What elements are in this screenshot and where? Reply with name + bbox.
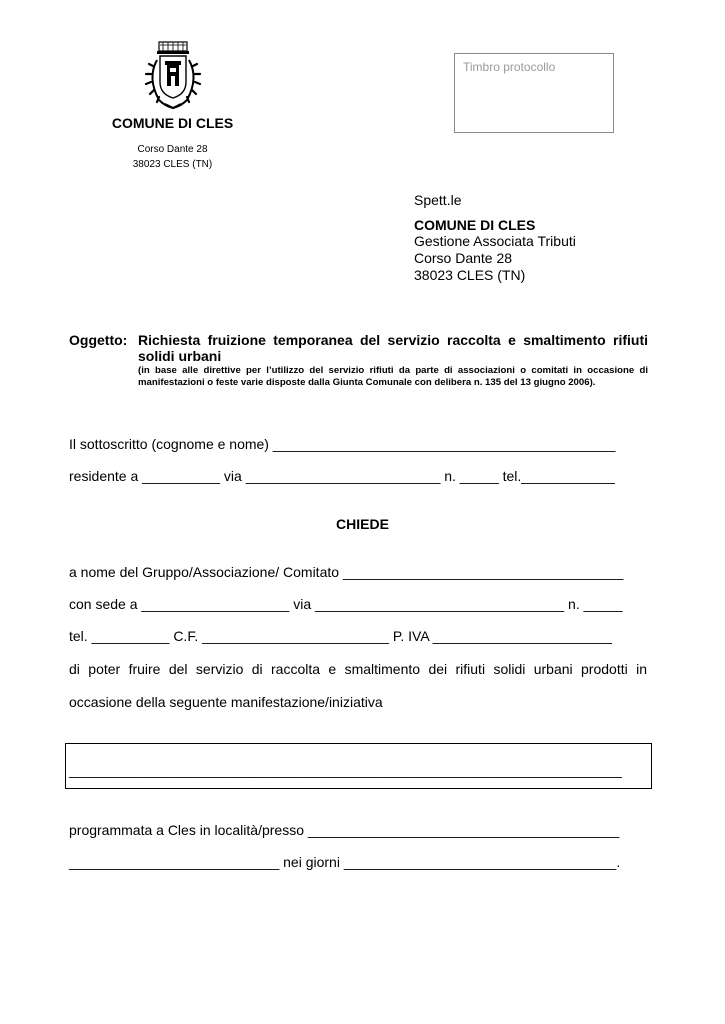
field-programmata[interactable]: programmata a Cles in località/presso ________________________________________	[69, 822, 620, 838]
recipient-line3: 38023 CLES (TN)	[414, 267, 526, 283]
municipal-crest-icon	[143, 40, 203, 112]
issuer-address-line1: Corso Dante 28	[137, 144, 208, 155]
recipient-line2: Corso Dante 28	[414, 250, 513, 266]
request-text-line2: occasione della seguente manifestazione/iniziativa	[69, 694, 383, 710]
subject-note: (in base alle direttive per l’utilizzo del servizio rifiuti da parte di associazioni o comitati in occasione di manifestazioni o feste varie disposte dalla Giunta Comunale con delibera n. 135 del 13 giugno 2006).	[138, 365, 648, 388]
recipient-line1: Gestione Associata Tributi	[414, 233, 576, 249]
request-heading: CHIEDE	[336, 516, 389, 532]
field-sottoscritto[interactable]: Il sottoscritto (cognome e nome) ____________________________________________	[69, 436, 616, 452]
field-tel-cf-piva[interactable]: tel. __________ C.F. ________________________ P. IVA _______________________	[69, 628, 612, 644]
field-gruppo[interactable]: a nome del Gruppo/Associazione/ Comitato ____________________________________	[69, 564, 624, 580]
protocol-stamp-label: Timbro protocollo	[463, 60, 556, 74]
subject-label: Oggetto:	[69, 332, 128, 348]
issuer-name: COMUNE DI CLES	[111, 115, 234, 131]
field-giorni[interactable]: ___________________________ nei giorni ___________________________________.	[69, 854, 621, 870]
field-residente[interactable]: residente a __________ via _________________________ n. _____ tel.____________	[69, 468, 615, 484]
recipient-name: COMUNE DI CLES	[414, 217, 536, 233]
request-text-line1: di poter fruire del servizio di raccolta e smaltimento dei rifiuti solidi urbani prodotti in	[69, 661, 647, 677]
event-description-box[interactable]	[65, 743, 652, 789]
issuer-address-line2: 38023 CLES (TN)	[132, 159, 213, 170]
protocol-stamp-box	[454, 53, 614, 133]
field-sede[interactable]: con sede a ___________________ via ________________________________ n. _____	[69, 596, 623, 612]
subject-text: Richiesta fruizione temporanea del servizio raccolta e smaltimento rifiuti solidi urbani	[138, 332, 648, 364]
event-description-line[interactable]: _______________________________________________________________________	[69, 762, 622, 778]
recipient-salutation: Spett.le	[414, 192, 462, 208]
